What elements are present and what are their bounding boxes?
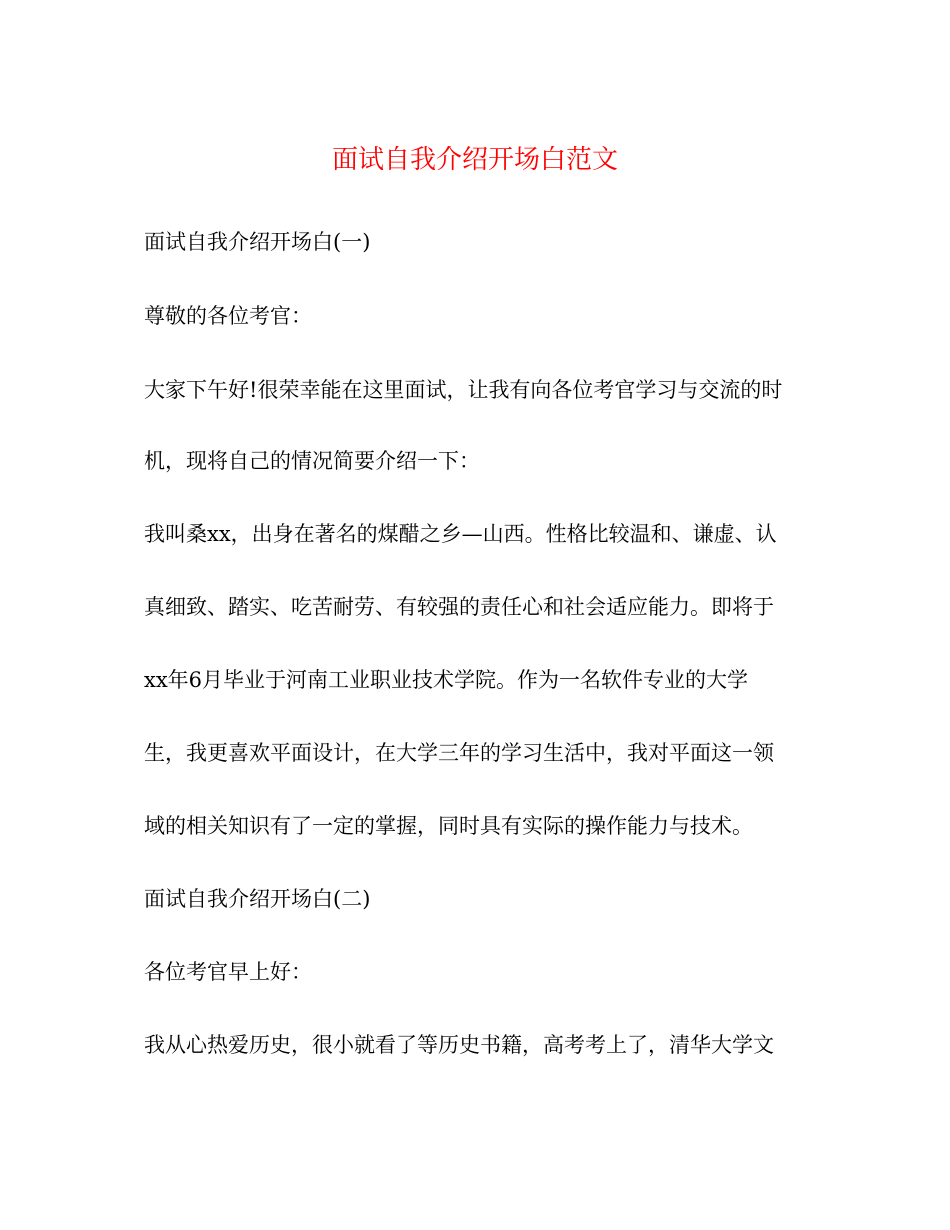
paragraph-line: 生，我更喜欢平面设计，在大学三年的学习生活中，我对平面这一领 [144,741,774,765]
paragraph-line: 机，现将自己的情况简要介绍一下： [144,449,480,473]
section-heading-1: 面试自我介绍开场白(一) [144,230,371,254]
section-heading-2: 面试自我介绍开场白(二) [144,887,371,911]
paragraph-line: xx年6月毕业于河南工业职业技术学院。作为一名软件专业的大学 [144,668,749,692]
paragraph-line: 大家下午好!很荣幸能在这里面试，让我有向各位考官学习与交流的时 [144,378,783,402]
salutation-1: 尊敬的各位考官： [144,304,312,328]
paragraph-line: 我从心热爱历史，很小就看了等历史书籍，高考考上了，清华大学文 [144,1033,774,1057]
paragraph-line: 域的相关知识有了一定的掌握，同时具有实际的操作能力与技术。 [144,814,753,838]
document-title: 面试自我介绍开场白范文 [331,145,618,175]
salutation-2: 各位考官早上好： [144,960,312,984]
paragraph-line: 真细致、踏实、吃苦耐劳、有较强的责任心和社会适应能力。即将于 [144,595,774,619]
paragraph-line: 我叫桑xx，出身在著名的煤醋之乡—山西。性格比较温和、谦虚、认 [144,522,777,546]
